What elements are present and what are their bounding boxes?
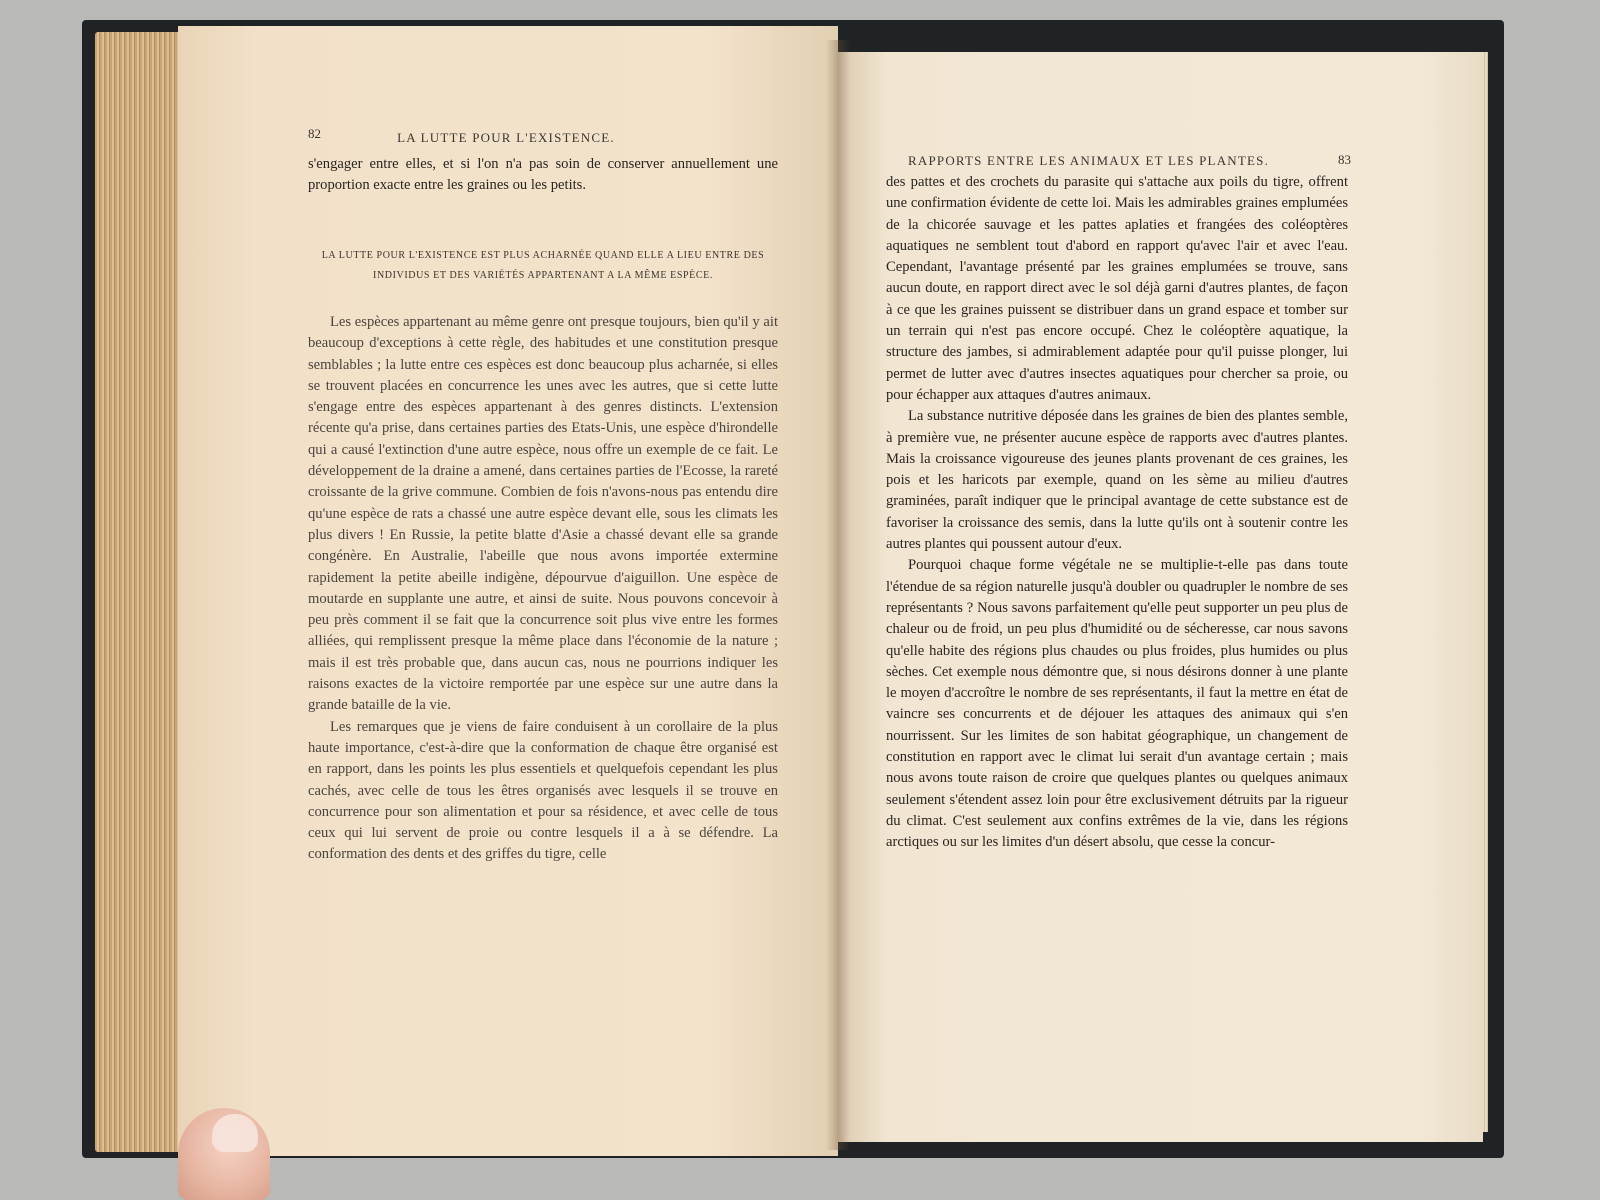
left-page-number: 82 [308, 126, 321, 141]
left-paragraph-2: Les remarques que je viens de faire conduisent à un corollaire de la plus haute importance, c'est-à-dire que la conformation de chaque être organisé est en rapport, dans les points les plus essentiels et quelquefois cependant les plus cachés, avec celle de tous les êtres organisés avec lesquels il se trouve en concurrence pour son alimentation et pour sa résidence, et avec celle de tous ceux qui lui servent de proie ou contre lesquels il a à se défendre. La conformation des dents et des griffes du tigre, celle [308, 718, 778, 863]
section-title: LA LUTTE POUR L'EXISTENCE EST PLUS ACHARNÉE QUAND ELLE A LIEU ENTRE DES INDIVIDUS ET DES VARIÉTÉS APPARTENANT A LA MÊME ESPÈCE. [321, 250, 765, 281]
right-running-head: RAPPORTS ENTRE LES ANIMAUX ET LES PLANTES. [908, 153, 1270, 168]
left-body-text [308, 312, 778, 866]
right-body-text [886, 172, 1348, 854]
right-page [838, 52, 1483, 1142]
left-paragraph-1: Les espèces appartenant au même genre ont presque toujours, bien qu'il y ait beaucoup d'exceptions à cette règle, des habitudes et une constitution presque semblables ; la lutte entre ces espèces est donc beaucoup plus acharnée, si elles se trouvent placées en concurrence les unes avec les autres, que si cette lutte s'engage entre des espèces appartenant à des genres distincts. L'extension récente qu'a prise, dans certaines parties des Etats-Unis, une espèce d'hirondelle qui a causé l'extinction d'une autre espèce, nous offre un exemple de ce fait. Le développement de la draine a amené, dans certaines parties de l'Ecosse, la rareté croissante de la grive commune. Combien de fois n'avons-nous pas entendu dire qu'une espèce de rats a chassé une autre espèce devant elle, sous les climats les plus divers ! En Russie, la petite blatte d'Asie a chassé devant elle sa grande congénère. En Australie, l'abeille que nous avons importée extermine rapidement la petite abeille indigène, dépourvue d'aiguillon. Une espèce de moutarde en supplante une autre, et ainsi de suite. Nous pouvons concevoir à peu près comment il se fait que la concurrence soit plus vive entre les formes alliées, qui remplissent presque la même place dans l'économie de la nature ; mais il est très probable que, dans aucun cas, nous ne pourrions indiquer les raisons exactes de la victoire remportée par une espèce sur une autre dans la grande bataille de la vie. [308, 314, 778, 714]
right-page-number: 83 [1338, 152, 1351, 167]
left-carryover-paragraph: s'engager entre elles, et si l'on n'a pas soin de conserver annuellement une proportion exacte entre les graines ou les petits. [308, 156, 778, 194]
page-edges-left [95, 32, 190, 1152]
left-page [178, 26, 838, 1156]
thumbnail-nail [212, 1114, 258, 1152]
right-carryover-paragraph: des pattes et des crochets du parasite qui s'attache aux poils du tigre, offrent une confirmation évidente de cette loi. Mais les admirables graines emplumées de la chicorée sauvage et les pattes aplaties et frangées des coléoptères aquatiques ne semblent tout d'abord en rapport qu'avec l'air et avec l'eau. Cependant, l'avantage présenté par les graines emplumées se trouve, sans aucun doute, en rapport direct avec le sol déjà garni d'autres plantes, de façon à ce que les graines puissent se distribuer dans un grand espace et tomber sur un terrain qui n'est pas encore occupé. Chez le coléoptère aquatique, la structure des jambes, si admirablement adaptée pour qu'il puisse plonger, lui permet de lutter avec d'autres insectes aquatiques pour chercher sa proie, ou pour échapper aux attaques d'autres animaux. [886, 174, 1348, 403]
book-gutter [826, 40, 850, 1150]
left-running-head: LA LUTTE POUR L'EXISTENCE. [397, 130, 615, 145]
left-carryover-text [308, 154, 778, 197]
right-paragraph-2: Pourquoi chaque forme végétale ne se multiplie-t-elle pas dans toute l'étendue de sa région naturelle jusqu'à doubler ou quadrupler le nombre de ses représentants ? Nous savons parfaitement qu'elle peut supporter un peu plus de chaleur ou de froid, un peu plus d'humidité ou de sécheresse, car nous savons qu'elle habite des régions plus chaudes ou plus froides, plus humides ou plus sèches. Cet exemple nous démontre que, si nous désirons donner à une plante le moyen d'accroître le nombre de ses représentants, il faut la mettre en état de vaincre ses concurrents et de déjouer les attaques des animaux qui s'en nourrissent. Sur les limites de son habitat géographique, un changement de constitution en rapport avec le climat lui serait d'un avantage certain ; mais nous avons toute raison de croire que quelques plantes ou quelques animaux seulement s'étendent assez loin pour être exclusivement détruits par la rigueur du climat. C'est seulement aux confins extrêmes de la vie, dans les régions arctiques ou sur les limites d'un désert absolu, que cesse la concur- [886, 557, 1348, 851]
right-paragraph-1: La substance nutritive déposée dans les graines de bien des plantes semble, à première vue, ne présenter aucune espèce de rapports avec d'autres plantes. Mais la croissance vigoureuse des jeunes plants provenant de ces graines, les pois et les haricots par exemple, quand on les sème au milieu d'autres graminées, paraît indiquer que le principal avantage de cette substance est de favoriser la croissance des semis, dans la lutte qu'ils ont à soutenir contre les autres plantes qui poussent autour d'eux. [886, 408, 1348, 553]
